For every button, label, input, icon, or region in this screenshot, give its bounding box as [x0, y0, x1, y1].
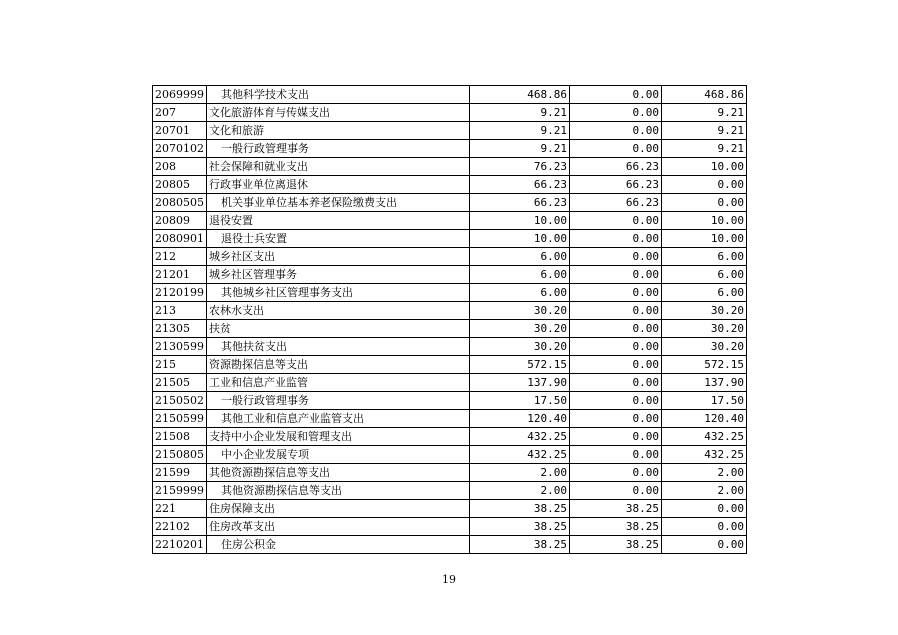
- subject-code-cell: 2130599: [153, 338, 207, 356]
- subject-code-cell: 2080505: [153, 194, 207, 212]
- basic-expense-cell: 66.23: [570, 176, 662, 194]
- total-amount-cell: 6.00: [470, 266, 570, 284]
- table-row: [153, 410, 747, 428]
- project-expense-cell: 2.00: [662, 482, 747, 500]
- project-expense-cell: 0.00: [662, 518, 747, 536]
- subject-name-cell: 支持中小企业发展和管理支出: [207, 428, 470, 446]
- basic-expense-cell: 38.25: [570, 536, 662, 554]
- project-expense-cell: 0.00: [662, 176, 747, 194]
- table-row: [153, 392, 747, 410]
- basic-expense-cell: 0.00: [570, 302, 662, 320]
- basic-expense-cell: 0.00: [570, 446, 662, 464]
- subject-code-cell: 2080901: [153, 230, 207, 248]
- table-row: [153, 374, 747, 392]
- subject-name-cell: 其他资源勘探信息等支出: [207, 482, 470, 500]
- subject-code-cell: 21201: [153, 266, 207, 284]
- total-amount-cell: 2.00: [470, 482, 570, 500]
- subject-name-cell: 一般行政管理事务: [207, 392, 470, 410]
- total-amount-cell: 38.25: [470, 500, 570, 518]
- subject-name-cell: 住房保障支出: [207, 500, 470, 518]
- subject-code-cell: 212: [153, 248, 207, 266]
- table-row: [153, 176, 747, 194]
- project-expense-cell: 572.15: [662, 356, 747, 374]
- subject-code-cell: 2120199: [153, 284, 207, 302]
- total-amount-cell: 6.00: [470, 248, 570, 266]
- table-row: [153, 86, 747, 104]
- subject-code-cell: 2150805: [153, 446, 207, 464]
- project-expense-cell: 17.50: [662, 392, 747, 410]
- table-row: [153, 122, 747, 140]
- total-amount-cell: 30.20: [470, 302, 570, 320]
- subject-code-cell: 213: [153, 302, 207, 320]
- total-amount-cell: 432.25: [470, 446, 570, 464]
- subject-code-cell: 21599: [153, 464, 207, 482]
- subject-name-cell: 文化和旅游: [207, 122, 470, 140]
- subject-code-cell: 2150599: [153, 410, 207, 428]
- total-amount-cell: 66.23: [470, 176, 570, 194]
- table-row: [153, 518, 747, 536]
- budget-table: [152, 85, 747, 554]
- subject-name-cell: 工业和信息产业监管: [207, 374, 470, 392]
- subject-code-cell: 20805: [153, 176, 207, 194]
- project-expense-cell: 6.00: [662, 284, 747, 302]
- basic-expense-cell: 0.00: [570, 86, 662, 104]
- project-expense-cell: 10.00: [662, 212, 747, 230]
- subject-code-cell: 2159999: [153, 482, 207, 500]
- subject-name-cell: 其他科学技术支出: [207, 86, 470, 104]
- project-expense-cell: 10.00: [662, 158, 747, 176]
- subject-code-cell: 2210201: [153, 536, 207, 554]
- basic-expense-cell: 0.00: [570, 140, 662, 158]
- project-expense-cell: 6.00: [662, 266, 747, 284]
- project-expense-cell: 30.20: [662, 302, 747, 320]
- table-row: [153, 302, 747, 320]
- basic-expense-cell: 0.00: [570, 374, 662, 392]
- basic-expense-cell: 0.00: [570, 392, 662, 410]
- table-row: [153, 194, 747, 212]
- project-expense-cell: 0.00: [662, 500, 747, 518]
- table-row: [153, 284, 747, 302]
- subject-name-cell: 其他工业和信息产业监管支出: [207, 410, 470, 428]
- project-expense-cell: 0.00: [662, 194, 747, 212]
- subject-name-cell: 退役安置: [207, 212, 470, 230]
- subject-name-cell: 其他资源勘探信息等支出: [207, 464, 470, 482]
- total-amount-cell: 137.90: [470, 374, 570, 392]
- basic-expense-cell: 0.00: [570, 356, 662, 374]
- basic-expense-cell: 0.00: [570, 338, 662, 356]
- total-amount-cell: 17.50: [470, 392, 570, 410]
- total-amount-cell: 38.25: [470, 518, 570, 536]
- basic-expense-cell: 38.25: [570, 500, 662, 518]
- project-expense-cell: 9.21: [662, 122, 747, 140]
- basic-expense-cell: 0.00: [570, 482, 662, 500]
- subject-name-cell: 中小企业发展专项: [207, 446, 470, 464]
- project-expense-cell: 9.21: [662, 104, 747, 122]
- table-row: [153, 500, 747, 518]
- basic-expense-cell: 0.00: [570, 320, 662, 338]
- project-expense-cell: 10.00: [662, 230, 747, 248]
- table-row: [153, 536, 747, 554]
- table-row: [153, 428, 747, 446]
- total-amount-cell: 2.00: [470, 464, 570, 482]
- subject-code-cell: 221: [153, 500, 207, 518]
- table-row: [153, 230, 747, 248]
- table-row: [153, 212, 747, 230]
- table-row: [153, 320, 747, 338]
- project-expense-cell: 137.90: [662, 374, 747, 392]
- subject-code-cell: 207: [153, 104, 207, 122]
- project-expense-cell: 0.00: [662, 536, 747, 554]
- basic-expense-cell: 0.00: [570, 284, 662, 302]
- basic-expense-cell: 0.00: [570, 230, 662, 248]
- total-amount-cell: 10.00: [470, 212, 570, 230]
- project-expense-cell: 6.00: [662, 248, 747, 266]
- subject-code-cell: 21505: [153, 374, 207, 392]
- table-row: [153, 104, 747, 122]
- basic-expense-cell: 0.00: [570, 212, 662, 230]
- page-number: 19: [442, 573, 456, 586]
- table-row: [153, 464, 747, 482]
- project-expense-cell: 2.00: [662, 464, 747, 482]
- total-amount-cell: 38.25: [470, 536, 570, 554]
- subject-name-cell: 社会保障和就业支出: [207, 158, 470, 176]
- total-amount-cell: 76.23: [470, 158, 570, 176]
- subject-name-cell: 行政事业单位离退休: [207, 176, 470, 194]
- basic-expense-cell: 0.00: [570, 464, 662, 482]
- table-row: [153, 482, 747, 500]
- table-row: [153, 248, 747, 266]
- subject-code-cell: 22102: [153, 518, 207, 536]
- basic-expense-cell: 66.23: [570, 194, 662, 212]
- table-row: [153, 446, 747, 464]
- basic-expense-cell: 38.25: [570, 518, 662, 536]
- subject-name-cell: 住房改革支出: [207, 518, 470, 536]
- subject-code-cell: 21305: [153, 320, 207, 338]
- subject-name-cell: 城乡社区管理事务: [207, 266, 470, 284]
- subject-name-cell: 一般行政管理事务: [207, 140, 470, 158]
- subject-name-cell: 住房公积金: [207, 536, 470, 554]
- subject-code-cell: 215: [153, 356, 207, 374]
- table-row: [153, 140, 747, 158]
- subject-name-cell: 其他扶贫支出: [207, 338, 470, 356]
- table-row: [153, 266, 747, 284]
- basic-expense-cell: 0.00: [570, 248, 662, 266]
- total-amount-cell: 6.00: [470, 284, 570, 302]
- subject-code-cell: 2069999: [153, 86, 207, 104]
- total-amount-cell: 432.25: [470, 428, 570, 446]
- table-row: [153, 338, 747, 356]
- basic-expense-cell: 0.00: [570, 266, 662, 284]
- basic-expense-cell: 66.23: [570, 158, 662, 176]
- total-amount-cell: 9.21: [470, 140, 570, 158]
- subject-code-cell: 208: [153, 158, 207, 176]
- subject-name-cell: 文化旅游体育与传媒支出: [207, 104, 470, 122]
- project-expense-cell: 432.25: [662, 428, 747, 446]
- total-amount-cell: 468.86: [470, 86, 570, 104]
- table-row: [153, 356, 747, 374]
- basic-expense-cell: 0.00: [570, 410, 662, 428]
- subject-code-cell: 2150502: [153, 392, 207, 410]
- total-amount-cell: 66.23: [470, 194, 570, 212]
- basic-expense-cell: 0.00: [570, 122, 662, 140]
- basic-expense-cell: 0.00: [570, 104, 662, 122]
- total-amount-cell: 30.20: [470, 320, 570, 338]
- subject-code-cell: 20809: [153, 212, 207, 230]
- project-expense-cell: 432.25: [662, 446, 747, 464]
- table-row: [153, 158, 747, 176]
- project-expense-cell: 120.40: [662, 410, 747, 428]
- budget-table-body: [153, 86, 747, 554]
- subject-code-cell: 20701: [153, 122, 207, 140]
- project-expense-cell: 468.86: [662, 86, 747, 104]
- subject-name-cell: 其他城乡社区管理事务支出: [207, 284, 470, 302]
- project-expense-cell: 30.20: [662, 338, 747, 356]
- project-expense-cell: 9.21: [662, 140, 747, 158]
- total-amount-cell: 120.40: [470, 410, 570, 428]
- total-amount-cell: 9.21: [470, 104, 570, 122]
- subject-name-cell: 农林水支出: [207, 302, 470, 320]
- subject-code-cell: 2070102: [153, 140, 207, 158]
- total-amount-cell: 30.20: [470, 338, 570, 356]
- subject-name-cell: 城乡社区支出: [207, 248, 470, 266]
- total-amount-cell: 10.00: [470, 230, 570, 248]
- subject-code-cell: 21508: [153, 428, 207, 446]
- total-amount-cell: 9.21: [470, 122, 570, 140]
- subject-name-cell: 机关事业单位基本养老保险缴费支出: [207, 194, 470, 212]
- subject-name-cell: 扶贫: [207, 320, 470, 338]
- basic-expense-cell: 0.00: [570, 428, 662, 446]
- total-amount-cell: 572.15: [470, 356, 570, 374]
- project-expense-cell: 30.20: [662, 320, 747, 338]
- subject-name-cell: 资源勘探信息等支出: [207, 356, 470, 374]
- subject-name-cell: 退役士兵安置: [207, 230, 470, 248]
